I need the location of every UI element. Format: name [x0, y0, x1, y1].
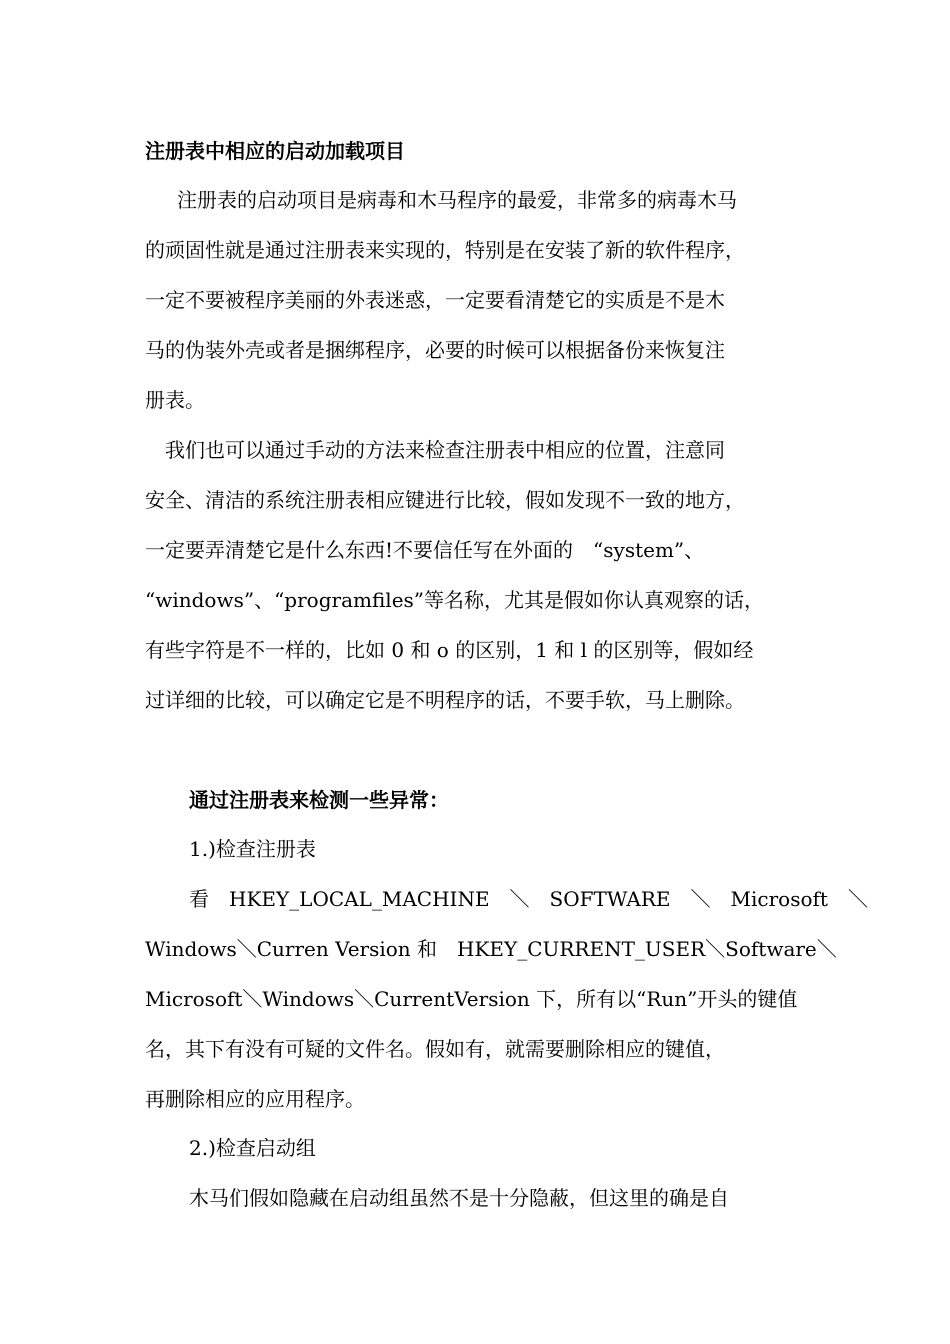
list-item-title: 1.)检查注册表 — [189, 837, 316, 861]
paragraph-line: Windows＼Curren Version 和 HKEY_CURRENT_USER＼Software＼ — [145, 937, 837, 961]
paragraph-line: 看 HKEY_LOCAL_MACHINE ＼ SOFTWARE ＼ Microsoft ＼ — [189, 887, 868, 911]
paragraph-line: 一定不要被程序美丽的外表迷惑，一定要看清楚它的实质是不是木 — [145, 288, 725, 312]
paragraph-line: 马的伪装外壳或者是捆绑程序，必要的时候可以根据备份来恢复注 — [145, 338, 725, 362]
paragraph-line: 过详细的比较，可以确定它是不明程序的话，不要手软，马上删除。 — [145, 688, 745, 712]
paragraph-line: 的顽固性就是通过注册表来实现的，特别是在安装了新的软件程序， — [145, 238, 745, 262]
paragraph-line: 木马们假如隐藏在启动组虽然不是十分隐蔽，但这里的确是自 — [189, 1186, 729, 1210]
paragraph-line: 我们也可以通过手动的方法来检查注册表中相应的位置，注意同 — [165, 438, 725, 462]
paragraph-line: “windows”、“programfiles”等名称，尤其是假如你认真观察的话， — [145, 588, 765, 612]
list-item-title: 2.)检查启动组 — [189, 1136, 316, 1160]
paragraph-line: 有些字符是不一样的，比如 0 和 o 的区别，1 和 l 的区别等，假如经 — [145, 638, 754, 662]
paragraph-line: 一定要弄清楚它是什么东西!不要信任写在外面的 “system”、 — [145, 538, 705, 562]
paragraph-line: 册表。 — [145, 388, 205, 412]
section-heading-startup-items: 注册表中相应的启动加载项目 — [145, 139, 405, 163]
section-heading-registry-check: 通过注册表来检测一些异常： — [189, 788, 449, 812]
paragraph-line: 注册表的启动项目是病毒和木马程序的最爱，非常多的病毒木马 — [177, 188, 737, 212]
paragraph-line: 安全、清洁的系统注册表相应键进行比较，假如发现不一致的地方， — [145, 488, 745, 512]
paragraph-line: Microsoft＼Windows＼CurrentVersion 下，所有以“Run”开头的键值 — [145, 987, 798, 1011]
paragraph-line: 再删除相应的应用程序。 — [145, 1087, 365, 1111]
paragraph-line: 名，其下有没有可疑的文件名。假如有，就需要删除相应的键值， — [145, 1037, 725, 1061]
